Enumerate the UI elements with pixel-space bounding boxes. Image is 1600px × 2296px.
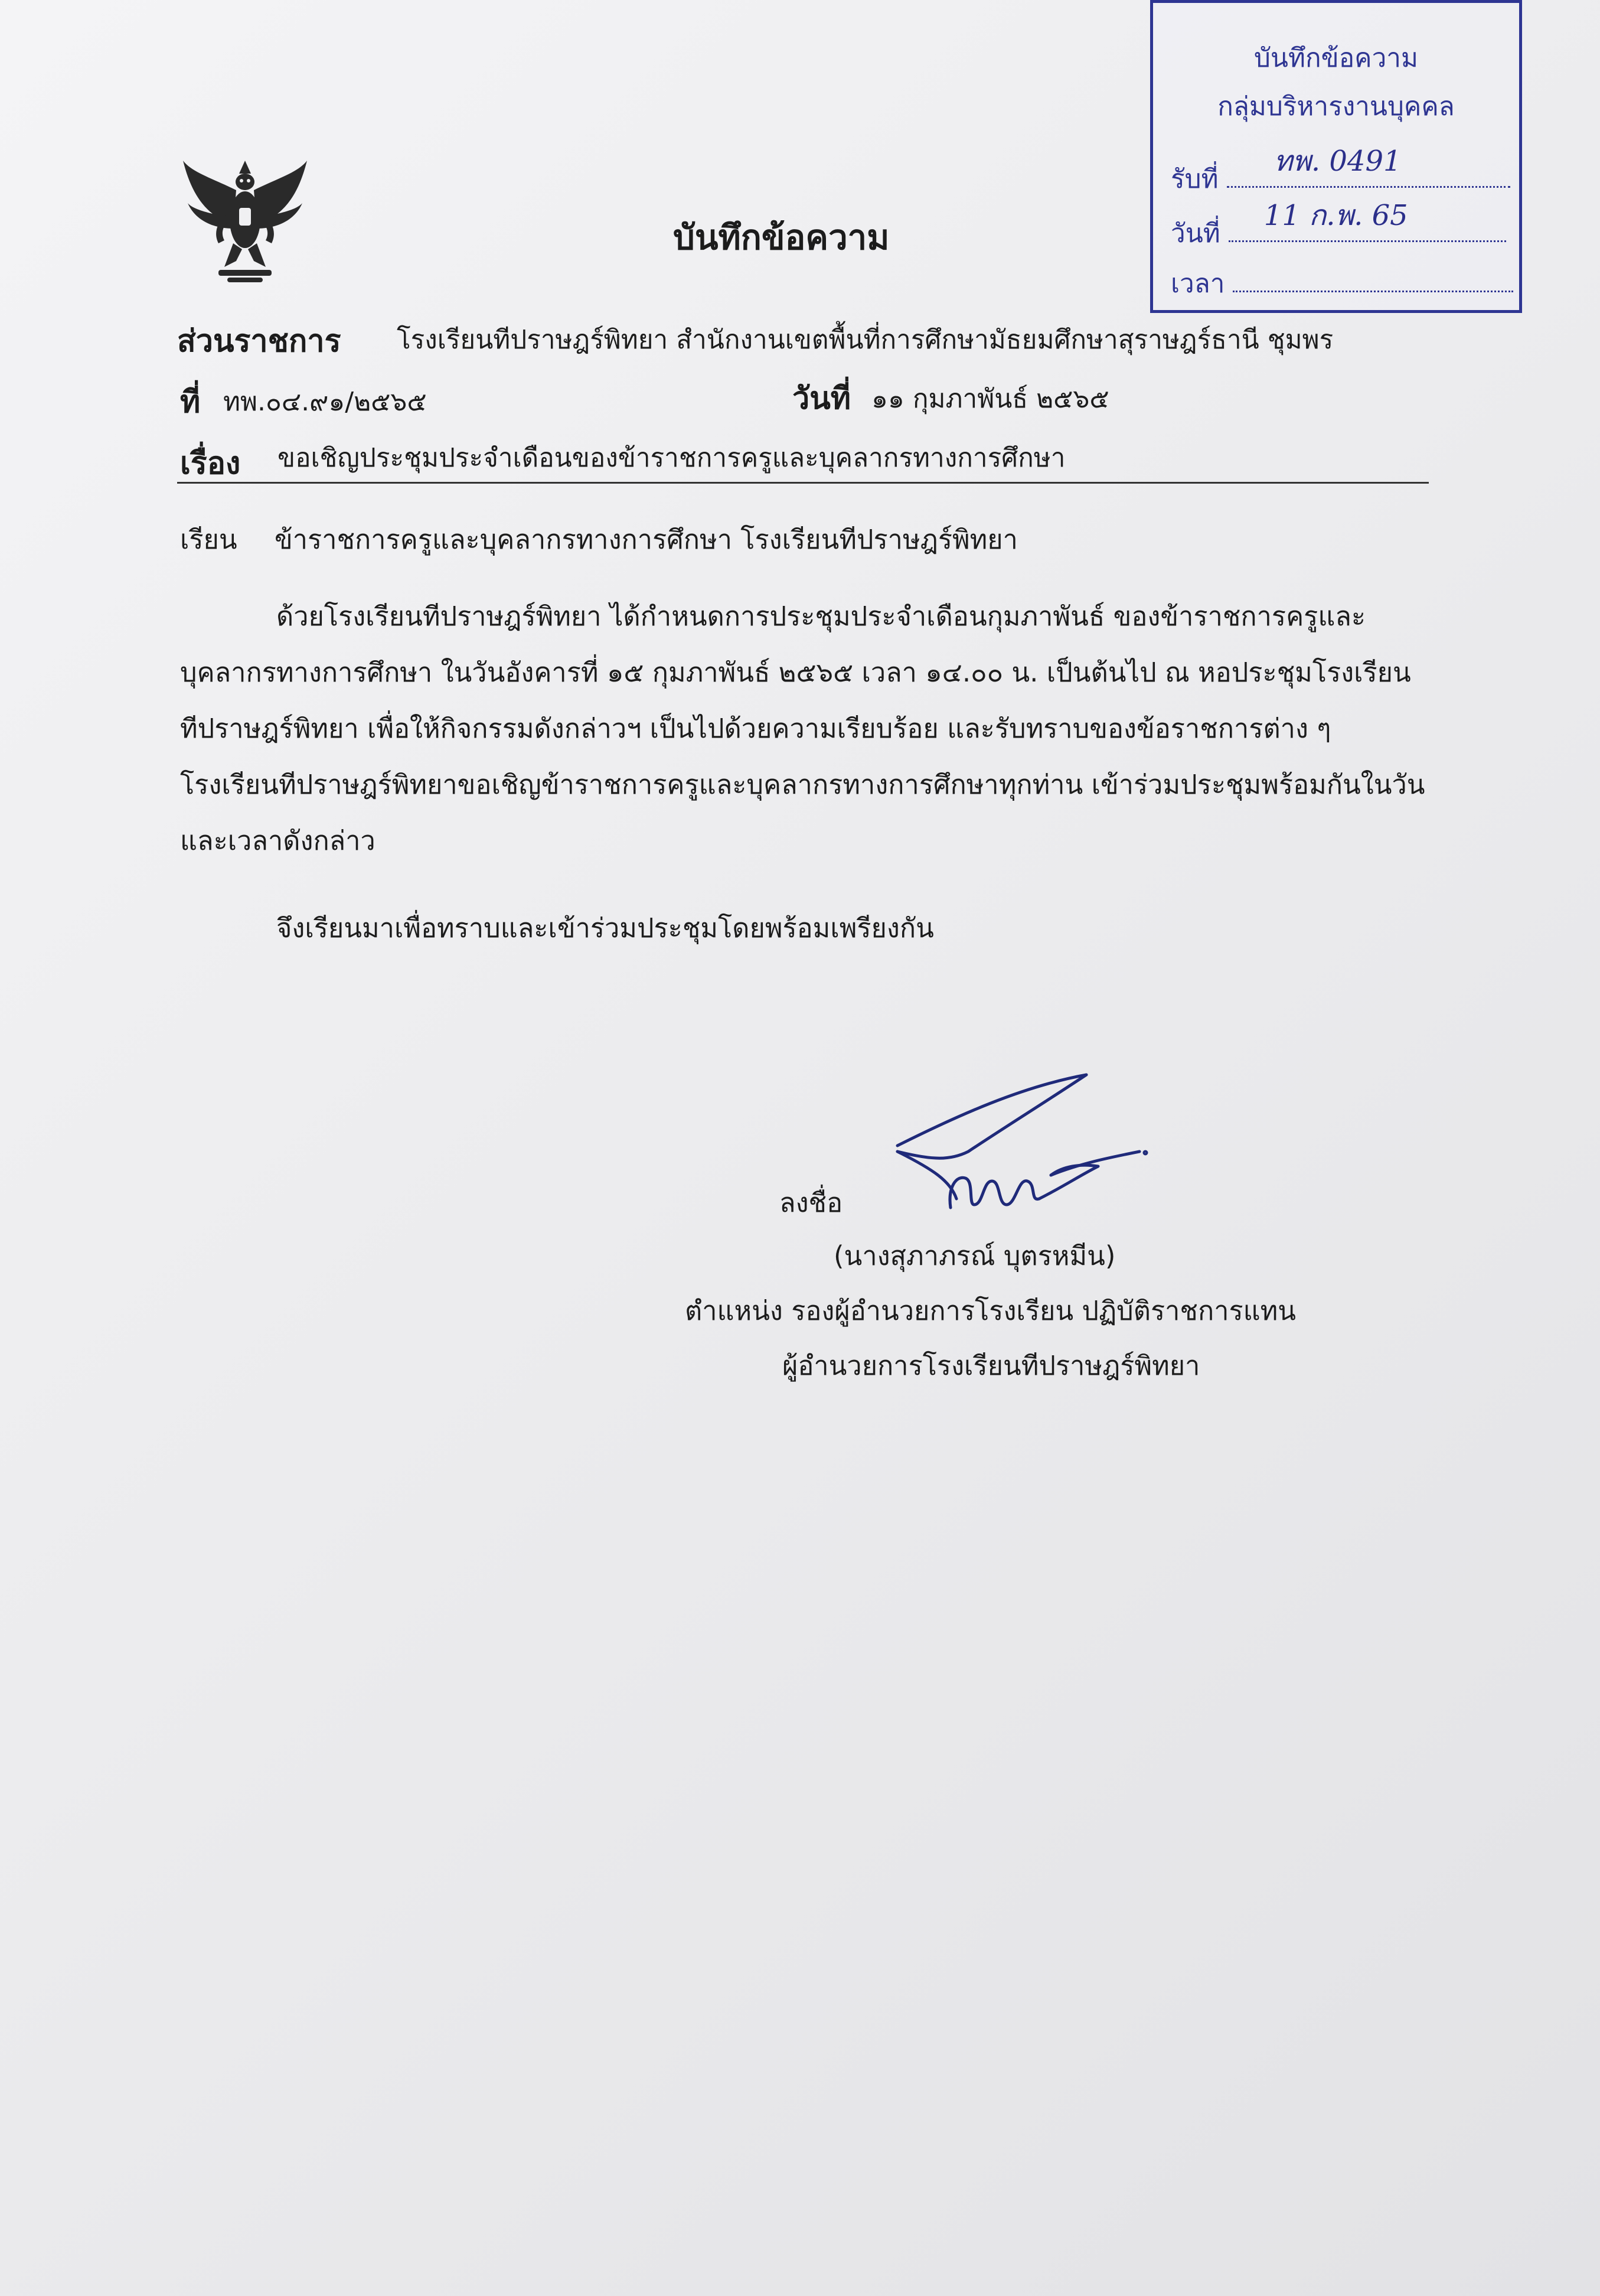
stamp-date-value: 11 ก.พ. 65 — [1263, 199, 1408, 232]
stamp-subtitle: กลุ่มบริหารงานบุคคล — [1217, 92, 1455, 122]
stamp-date-line — [1229, 199, 1506, 242]
subject-label: เรื่อง — [180, 446, 241, 481]
stamp-time-label: เวลา — [1171, 269, 1225, 299]
body-line-4: โรงเรียนทีปราษฎร์พิทยาขอเชิญข้าราชการครูและบุคลากรทางการศึกษาทุกท่าน เข้าร่วมประชุมพร้อมกันในวัน — [180, 769, 1425, 800]
stamp-title: บันทึกข้อความ — [1253, 43, 1418, 73]
signer-position-2: ผู้อำนวยการโรงเรียนทีปราษฎร์พิทยา — [782, 1350, 1200, 1381]
document-title: บันทึกข้อความ — [673, 217, 890, 257]
body-line-2: บุคลากรทางการศึกษา ในวันอังคารที่ ๑๕ กุมภาพันธ์ ๒๕๖๕ เวลา ๑๔.๐๐ น. เป็นต้นไป ณ หอประชุมโรงเรียน — [180, 657, 1411, 688]
received-stamp — [1150, 0, 1522, 313]
stamp-received-label: รับที่ — [1171, 164, 1219, 194]
ref-label: ที่ — [180, 384, 201, 420]
date-label: วันที่ — [792, 381, 851, 416]
header-divider — [177, 482, 1429, 484]
salutation-value: ข้าราชการครูและบุคลากรทางการศึกษา โรงเรียนทีปราษฎร์พิทยา — [275, 524, 1018, 555]
agency-label: ส่วนราชการ — [177, 324, 341, 359]
garuda-emblem-icon — [177, 155, 313, 291]
subject-value: ขอเชิญประชุมประจำเดือนของข้าราชการครูและบุคลากรทางการศึกษา — [277, 443, 1066, 473]
ref-value: ทพ.๐๔.๙๑/๒๕๖๕ — [223, 387, 427, 417]
stamp-date-row — [1171, 199, 1506, 254]
body-line-5: และเวลาดังกล่าว — [180, 825, 375, 856]
date-value: ๑๑ กุมภาพันธ์ ๒๕๖๕ — [871, 384, 1109, 414]
stamp-date-label: วันที่ — [1171, 218, 1220, 249]
sign-label: ลงชื่อ — [779, 1187, 843, 1218]
handwritten-signature-icon — [886, 1063, 1157, 1240]
body-line-1: ด้วยโรงเรียนทีปราษฎร์พิทยา ได้กำหนดการประชุมประจำเดือนกุมภาพันธ์ ของข้าราชการครูและ — [276, 601, 1366, 632]
agency-value: โรงเรียนทีปราษฎร์พิทยา สำนักงานเขตพื้นที่การศึกษามัธยมศึกษาสุราษฎร์ธานี ชุมพร — [397, 325, 1334, 355]
stamp-received-line — [1227, 145, 1510, 188]
stamp-time-line — [1233, 265, 1513, 292]
stamp-time-row — [1171, 263, 1513, 304]
salutation-label: เรียน — [180, 524, 237, 555]
closing-line: จึงเรียนมาเพื่อทราบและเข้าร่วมประชุมโดยพร้อมเพรียงกัน — [276, 912, 934, 944]
signer-position-1: ตำแหน่ง รองผู้อำนวยการโรงเรียน ปฏิบัติราชการแทน — [685, 1295, 1297, 1326]
body-line-3: ทีปราษฎร์พิทยา เพื่อให้กิจกรรมดังกล่าวฯ เป็นไปด้วยความเรียบร้อย และรับทราบของข้อราชการต่าง ๆ — [180, 713, 1331, 744]
stamp-received-value: ทพ. 0491 — [1274, 145, 1402, 178]
signer-name: (นางสุภาภรณ์ บุตรหมีน) — [834, 1240, 1116, 1271]
